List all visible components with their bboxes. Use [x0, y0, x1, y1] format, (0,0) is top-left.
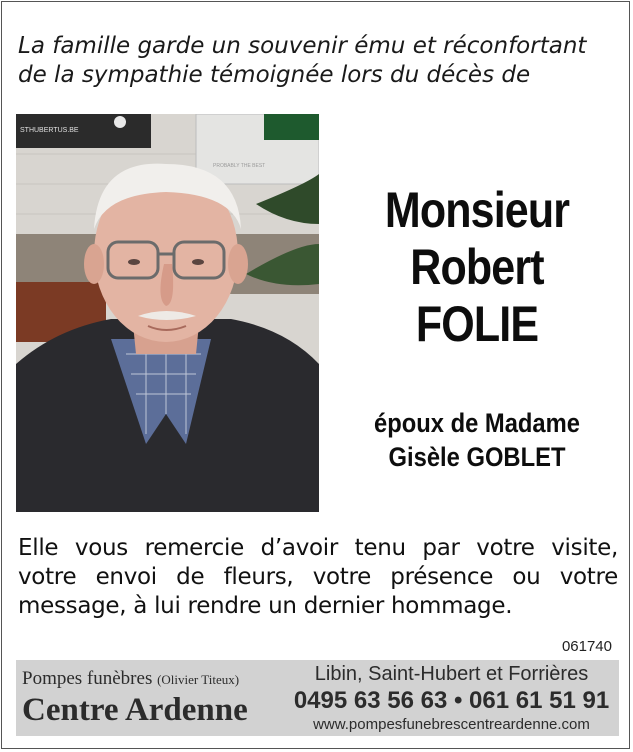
- spouse-info: [332, 406, 622, 474]
- funeral-home-locations: Libin, Saint-Hubert et Forrières: [314, 663, 589, 685]
- portrait-photo: [16, 114, 319, 512]
- funeral-home-website[interactable]: www.pompesfunebrescentreardenne.com: [313, 716, 590, 733]
- thanks-line-3: message, à lui rendre un dernier hommage.: [18, 593, 513, 619]
- thanks-line-2: votre envoi de fleurs, votre présence ou votre: [18, 564, 618, 590]
- name-last: FOLIE: [415, 296, 539, 352]
- phone-separator: •: [453, 687, 463, 714]
- name-first: Robert: [410, 239, 544, 295]
- funeral-home-contact: [284, 660, 619, 736]
- funeral-home-label: Pompes funèbres: [22, 668, 153, 689]
- thanks-text: [18, 534, 618, 621]
- phone-mobile[interactable]: 0495 63 56 63: [293, 687, 448, 714]
- photo-poster-text: PROBABLY THE BEST: [213, 163, 266, 169]
- intro-text: [18, 32, 618, 90]
- phone-landline[interactable]: 061 61 51 91: [469, 687, 610, 714]
- name-title: Monsieur: [384, 182, 570, 238]
- funeral-home-owner: (Olivier Titeux): [157, 672, 240, 687]
- intro-line-2: de la sympathie témoignée lors du décès de: [18, 62, 531, 88]
- spouse-line-1: époux de Madame: [374, 408, 580, 438]
- thanks-line-1: Elle vous remercie d’avoir tenu par votre visite,: [18, 535, 618, 561]
- funeral-home-footer: [16, 660, 619, 736]
- deceased-name: [332, 182, 622, 353]
- reference-number: 061740: [561, 638, 612, 655]
- funeral-home-name: Centre Ardenne: [22, 692, 248, 728]
- obituary-notice: [1, 1, 630, 749]
- photo-sign-text: STHUBERTUS.BE: [20, 127, 79, 134]
- spouse-line-2: Gisèle GOBLET: [388, 442, 566, 472]
- intro-line-1: La famille garde un souvenir ému et réconfortant: [18, 33, 587, 59]
- funeral-home-brand: [16, 660, 284, 736]
